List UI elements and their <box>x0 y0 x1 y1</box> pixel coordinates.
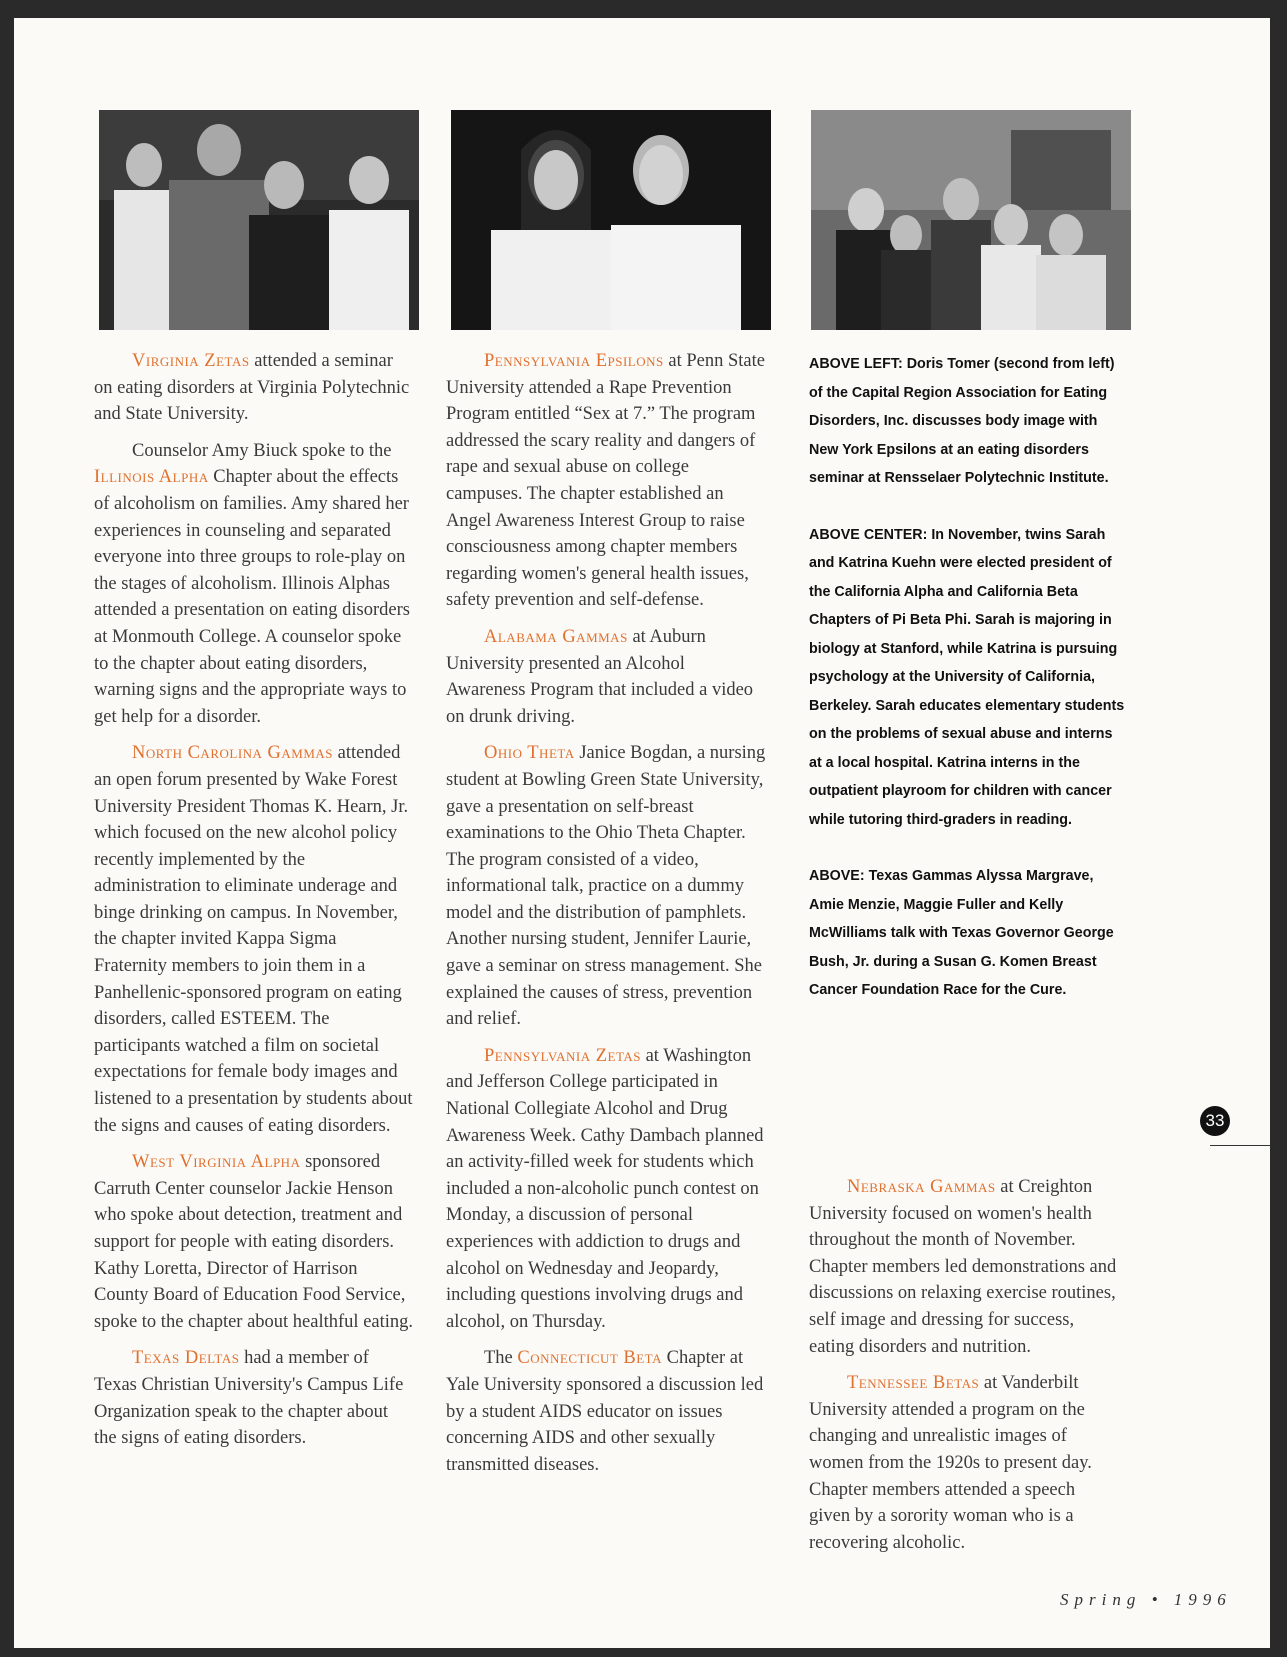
paragraph <box>94 740 414 1139</box>
photo-above-center <box>451 110 771 330</box>
paragraph <box>446 348 766 614</box>
paragraph <box>446 740 766 1033</box>
paragraph-text: at Penn State University attended a Rape Prevention Program entitled “Sex at 7.” The program addressed the scary reality and dangers of rape and sexual abuse on college campuses. The chapter established an Angel Awareness Interest Group to raise consciousness among chapter members regarding women's general health issues, safety prevention and self-defense. <box>446 351 765 611</box>
chapter-name: North Carolina Gammas <box>132 743 334 764</box>
photo-captions <box>809 350 1129 1033</box>
chapter-name: Texas Deltas <box>132 1348 240 1369</box>
chapter-name: Pennsylvania Zetas <box>484 1045 641 1066</box>
paragraph-text: The <box>484 1348 518 1369</box>
paragraph <box>94 348 414 428</box>
caption-above-center: ABOVE CENTER: In November, twins Sarah and Katrina Kuehn were elected president of the California Alpha and California Beta Chapters of Pi Beta Phi. Sarah is majoring in biology at Stanford, while Katrina is pursuing psychology at the University of California, Berkeley. Sarah educates elementary students on the problems of sexual abuse and interns at a local hospital. Katrina interns in the outpatient playroom for children with cancer while tutoring third-graders in reading. <box>809 526 1125 828</box>
chapter-name: Connecticut Beta <box>517 1348 662 1369</box>
paragraph-text: Chapter about the effects of alcoholism on families. Amy shared her experiences in counseling and separated everyone into three groups to role-play on the stages of alcoholism. Illinois Alphas attended a presentation on eating disorders at Monmouth College. A counselor spoke to the chapter about eating disorders, warning signs and the appropriate ways to get help for a disorder. <box>94 467 410 727</box>
column-right <box>809 1174 1119 1566</box>
paragraph-text: at Vanderbilt University attended a program on the changing and unrealistic images of women from the 1920s to present day. Chapter members attended a speech given by a sorority woman who is a recovering alcoholic. <box>809 1373 1092 1553</box>
paragraph-text: Chapter at Yale University sponsored a discussion led by a student AIDS educator on issues concerning AIDS and other sexually transmitted diseases. <box>446 1348 764 1475</box>
paragraph-text: sponsored Carruth Center counselor Jackie Henson who spoke about detection, treatment and support for people with eating disorders. Kathy Loretta, Director of Harrison County Board of Education Food Service, spoke to the chapter about healthful eating. <box>94 1152 414 1332</box>
paragraph <box>446 1043 766 1336</box>
photo-above-right <box>811 110 1131 330</box>
caption-above: ABOVE: Texas Gammas Alyssa Margrave, Amie Menzie, Maggie Fuller and Kelly McWilliams talk with Texas Governor George Bush, Jr. during a Susan G. Komen Breast Cancer Foundation Race for the Cure. <box>809 868 1114 998</box>
page-number-rule <box>1210 1145 1270 1146</box>
paragraph <box>94 1149 414 1335</box>
page-number: 33 <box>1200 1106 1230 1136</box>
issue-footer: Spring • 1996 <box>1060 1590 1232 1609</box>
chapter-name: Nebraska Gammas <box>847 1177 996 1197</box>
paragraph <box>809 1370 1119 1556</box>
paragraph <box>809 1174 1119 1360</box>
paragraph <box>446 1345 766 1478</box>
paragraph-text: Janice Bogdan, a nursing student at Bowling Green State University, gave a presentation on self-breast examinations to the Ohio Theta Chapter. The program consisted of a video, informational talk, practice on a dummy model and the distribution of pamphlets. Another nursing student, Jennifer Laurie, gave a seminar on stress management. She explained the causes of stress, prevention and relief. <box>446 743 766 1030</box>
chapter-name: West Virginia Alpha <box>132 1152 301 1173</box>
column-left <box>94 348 414 1462</box>
chapter-name: Alabama Gammas <box>484 626 628 647</box>
paragraph-text: at Creighton University focused on women's health throughout the month of November. Chapter members led demonstrations and discussions on relaxing exercise routines, self image and dressing for success, eating disorders and nutrition. <box>809 1177 1117 1357</box>
paragraph-text: attended an open forum presented by Wake Forest University President Thomas K. Hearn, Jr. which focused on the new alcohol policy recently implemented by the administration to eliminate underage and binge drinking on campus. In November, the chapter invited Kappa Sigma Fraternity members to join them in a Panhellenic-sponsored program on eating disorders, called ESTEEM. The participants watched a film on societal expectations for female body images and listened to a presentation by students about the signs and causes of eating disorders. <box>94 743 413 1136</box>
paragraph-text: at Auburn University presented an Alcohol Awareness Program that included a video on drunk driving. <box>446 626 754 727</box>
chapter-name: Pennsylvania Epsilons <box>484 351 664 371</box>
column-center <box>446 348 766 1488</box>
caption-above-left: ABOVE LEFT: Doris Tomer (second from left) of the Capital Region Association for Eating Disorders, Inc. discusses body image with New York Epsilons at an eating disorders seminar at Rensselaer Polytechnic Institute. <box>809 356 1115 486</box>
paragraph-text: Counselor Amy Biuck spoke to the <box>132 440 392 461</box>
paragraph <box>94 1345 414 1451</box>
paragraph-text: attended a seminar on eating disorders at Virginia Polytechnic and State University. <box>94 351 410 425</box>
paragraph-text: at Washington and Jefferson College participated in National Collegiate Alcohol and Drug Awareness Week. Cathy Dambach planned an activity-filled week for students which included a non-alcoholic punch contest on Monday, a discussion of personal experiences with addiction to drugs and alcohol on Wednesday and Jeopardy, including questions involving drugs and alcohol, on Thursday. <box>446 1045 764 1332</box>
paragraph <box>94 438 414 731</box>
chapter-name: Ohio Theta <box>484 743 575 764</box>
paragraph-text: had a member of Texas Christian University's Campus Life Organization speak to the chapter about the signs of eating disorders. <box>94 1348 404 1449</box>
paragraph <box>446 624 766 730</box>
magazine-page <box>14 18 1270 1648</box>
photo-above-left <box>99 110 419 330</box>
chapter-name: Illinois Alpha <box>94 467 209 488</box>
chapter-name: Tennessee Betas <box>847 1373 980 1394</box>
chapter-name: Virginia Zetas <box>132 351 250 371</box>
